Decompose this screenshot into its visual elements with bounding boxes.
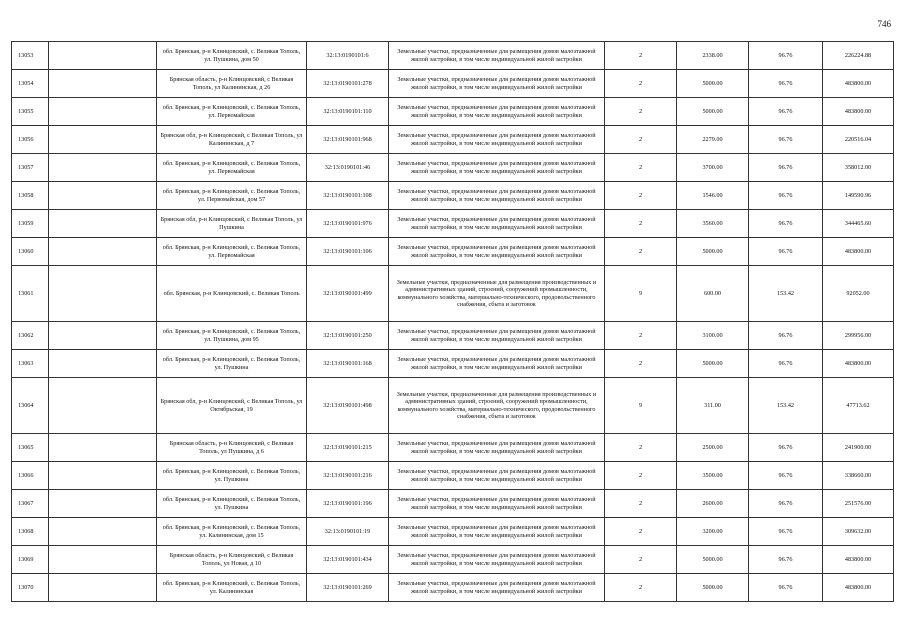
cadastral-value-table xyxy=(11,41,894,602)
address-cell: Брянская обл, р-н Клинцовский, с Великая Тополь, ул Пушкина xyxy=(157,210,307,238)
address-cell: обл. Брянская, р-н Клинцовский, с. Великая Тополь, ул. Калининская, дом 15 xyxy=(157,518,307,546)
specific-value-cell: 153.42 xyxy=(749,266,823,322)
cadastral-number-cell: 32:13:0190101:216 xyxy=(307,462,389,490)
cadastral-number-cell: 32:13:0190101:46 xyxy=(307,154,389,182)
empty-cell xyxy=(49,490,157,518)
row-number: 13057 xyxy=(12,154,49,182)
specific-value-cell: 96.76 xyxy=(749,98,823,126)
cadastral-value-cell: 92052.00 xyxy=(823,266,894,322)
cadastral-number-cell: 32:13:0190101:976 xyxy=(307,210,389,238)
area-cell: 5000.00 xyxy=(677,574,749,602)
cadastral-number-cell: 32:13:0190101:110 xyxy=(307,98,389,126)
area-cell: 311.00 xyxy=(677,378,749,434)
use-group-cell: 2 xyxy=(605,518,677,546)
address-cell: обл. Брянская, р-н Клинцовский, с. Великая Тополь, ул. Пушкина xyxy=(157,490,307,518)
row-number: 13055 xyxy=(12,98,49,126)
land-use-cell: Земельные участки, предназначенные для размещения домов малоэтажной жилой застройки, в том числе индивидуальной жилой застройки xyxy=(389,546,605,574)
empty-cell xyxy=(49,378,157,434)
address-cell: обл. Брянская, р-н Клинцовский, с. Великая Тополь, ул. Первомайская xyxy=(157,238,307,266)
empty-cell xyxy=(49,70,157,98)
area-cell: 5000.00 xyxy=(677,70,749,98)
area-cell: 5000.00 xyxy=(677,546,749,574)
address-cell: обл. Брянская, р-н Клинцовский, с. Великая Тополь, ул. Пушкина, дом 95 xyxy=(157,322,307,350)
cadastral-value-cell: 299956.00 xyxy=(823,322,894,350)
table-row xyxy=(12,42,894,70)
row-number: 13061 xyxy=(12,266,49,322)
land-use-cell: Земельные участки, предназначенные для размещения производственных и административных зданий, строений, сооружений промышленности, коммунального хозяйства, материально-технического, продовольственного снабжения, сбыта и заготовок xyxy=(389,266,605,322)
table-row xyxy=(12,238,894,266)
cadastral-value-cell: 483800.00 xyxy=(823,238,894,266)
page-number: 746 xyxy=(877,19,891,29)
land-use-cell: Земельные участки, предназначенные для размещения домов малоэтажной жилой застройки, в том числе индивидуальной жилой застройки xyxy=(389,42,605,70)
use-group-cell: 2 xyxy=(605,182,677,210)
cadastral-number-cell: 32:13:0190101:968 xyxy=(307,126,389,154)
table-row xyxy=(12,518,894,546)
cadastral-value-cell: 483800.00 xyxy=(823,70,894,98)
cadastral-value-cell: 344465.60 xyxy=(823,210,894,238)
cadastral-value-cell: 483800.00 xyxy=(823,574,894,602)
area-cell: 2600.00 xyxy=(677,490,749,518)
row-number: 13070 xyxy=(12,574,49,602)
cadastral-number-cell: 32:13:0190101:250 xyxy=(307,322,389,350)
area-cell: 1546.00 xyxy=(677,182,749,210)
area-cell: 2279.00 xyxy=(677,126,749,154)
cadastral-number-cell: 32:13:0190101:269 xyxy=(307,574,389,602)
empty-cell xyxy=(49,350,157,378)
land-use-cell: Земельные участки, предназначенные для размещения домов малоэтажной жилой застройки, в том числе индивидуальной жилой застройки xyxy=(389,518,605,546)
use-group-cell: 2 xyxy=(605,238,677,266)
cadastral-value-cell: 483800.00 xyxy=(823,350,894,378)
empty-cell xyxy=(49,266,157,322)
table-row xyxy=(12,574,894,602)
row-number: 13065 xyxy=(12,434,49,462)
land-use-cell: Земельные участки, предназначенные для размещения домов малоэтажной жилой застройки, в том числе индивидуальной жилой застройки xyxy=(389,98,605,126)
row-number: 13054 xyxy=(12,70,49,98)
specific-value-cell: 96.76 xyxy=(749,154,823,182)
table-row xyxy=(12,70,894,98)
specific-value-cell: 96.76 xyxy=(749,322,823,350)
cadastral-number-cell: 32:13:0190101:19 xyxy=(307,518,389,546)
specific-value-cell: 96.76 xyxy=(749,546,823,574)
row-number: 13068 xyxy=(12,518,49,546)
specific-value-cell: 96.76 xyxy=(749,210,823,238)
cadastral-value-cell: 338660.00 xyxy=(823,462,894,490)
table-row xyxy=(12,462,894,490)
cadastral-number-cell: 32:13:0190101:498 xyxy=(307,378,389,434)
land-use-cell: Земельные участки, предназначенные для размещения домов малоэтажной жилой застройки, в том числе индивидуальной жилой застройки xyxy=(389,210,605,238)
address-cell: Брянская область, р-н Клинцовский, с Великая Тополь, ул Новая, д 10 xyxy=(157,546,307,574)
empty-cell xyxy=(49,322,157,350)
land-use-cell: Земельные участки, предназначенные для размещения домов малоэтажной жилой застройки, в том числе индивидуальной жилой застройки xyxy=(389,238,605,266)
area-cell: 600.00 xyxy=(677,266,749,322)
specific-value-cell: 96.76 xyxy=(749,238,823,266)
row-number: 13067 xyxy=(12,490,49,518)
table-row xyxy=(12,210,894,238)
row-number: 13060 xyxy=(12,238,49,266)
land-use-cell: Земельные участки, предназначенные для размещения домов малоэтажной жилой застройки, в том числе индивидуальной жилой застройки xyxy=(389,462,605,490)
land-use-cell: Земельные участки, предназначенные для размещения домов малоэтажной жилой застройки, в том числе индивидуальной жилой застройки xyxy=(389,490,605,518)
specific-value-cell: 96.76 xyxy=(749,462,823,490)
specific-value-cell: 96.76 xyxy=(749,126,823,154)
table-row xyxy=(12,434,894,462)
use-group-cell: 2 xyxy=(605,154,677,182)
cadastral-number-cell: 32:13:0190101:278 xyxy=(307,70,389,98)
empty-cell xyxy=(49,42,157,70)
table-row xyxy=(12,350,894,378)
use-group-cell: 9 xyxy=(605,266,677,322)
row-number: 13069 xyxy=(12,546,49,574)
use-group-cell: 2 xyxy=(605,462,677,490)
specific-value-cell: 153.42 xyxy=(749,378,823,434)
cadastral-number-cell: 32:13:0190101:215 xyxy=(307,434,389,462)
cadastral-value-cell: 226224.88 xyxy=(823,42,894,70)
address-cell: обл. Брянская, р-н Клинцовский, с. Великая Тополь, ул. Пушкина xyxy=(157,350,307,378)
land-use-cell: Земельные участки, предназначенные для размещения домов малоэтажной жилой застройки, в том числе индивидуальной жилой застройки xyxy=(389,126,605,154)
table-row xyxy=(12,322,894,350)
table-row xyxy=(12,546,894,574)
land-use-cell: Земельные участки, предназначенные для размещения домов малоэтажной жилой застройки, в том числе индивидуальной жилой застройки xyxy=(389,70,605,98)
cadastral-number-cell: 32:13:0190101:6 xyxy=(307,42,389,70)
address-cell: Брянская обл, р-н Клинцовский, с Великая Тополь, ул Октябрьская, 19 xyxy=(157,378,307,434)
empty-cell xyxy=(49,546,157,574)
address-cell: Брянская область, р-н Клинцовский, с Великая Тополь, ул Калининская, д 26 xyxy=(157,70,307,98)
cadastral-value-cell: 220516.04 xyxy=(823,126,894,154)
empty-cell xyxy=(49,434,157,462)
table-row xyxy=(12,154,894,182)
empty-cell xyxy=(49,154,157,182)
row-number: 13053 xyxy=(12,42,49,70)
use-group-cell: 2 xyxy=(605,574,677,602)
address-cell: обл. Брянская, р-н Клинцовский, с. Великая Тополь, ул. Первомайская, дом 57 xyxy=(157,182,307,210)
row-number: 13064 xyxy=(12,378,49,434)
row-number: 13062 xyxy=(12,322,49,350)
address-cell: Брянская область, р-н Клинцовский, с Великая Тополь, ул Пушкина, д 6 xyxy=(157,434,307,462)
specific-value-cell: 96.76 xyxy=(749,518,823,546)
land-use-cell: Земельные участки, предназначенные для размещения производственных и административных зданий, строений, сооружений промышленности, коммунального хозяйства, материально-технического, продовольственного снабжения, сбыта и заготовок xyxy=(389,378,605,434)
use-group-cell: 2 xyxy=(605,210,677,238)
area-cell: 5000.00 xyxy=(677,98,749,126)
land-use-cell: Земельные участки, предназначенные для размещения домов малоэтажной жилой застройки, в том числе индивидуальной жилой застройки xyxy=(389,182,605,210)
cadastral-number-cell: 32:13:0190101:168 xyxy=(307,350,389,378)
cadastral-value-cell: 483800.00 xyxy=(823,98,894,126)
use-group-cell: 2 xyxy=(605,490,677,518)
row-number: 13056 xyxy=(12,126,49,154)
row-number: 13066 xyxy=(12,462,49,490)
area-cell: 3200.00 xyxy=(677,518,749,546)
cadastral-value-cell: 358012.00 xyxy=(823,154,894,182)
use-group-cell: 2 xyxy=(605,434,677,462)
empty-cell xyxy=(49,126,157,154)
row-number: 13058 xyxy=(12,182,49,210)
area-cell: 3500.00 xyxy=(677,462,749,490)
use-group-cell: 2 xyxy=(605,70,677,98)
cadastral-number-cell: 32:13:0190101:434 xyxy=(307,546,389,574)
area-cell: 3700.00 xyxy=(677,154,749,182)
specific-value-cell: 96.76 xyxy=(749,490,823,518)
empty-cell xyxy=(49,518,157,546)
specific-value-cell: 96.76 xyxy=(749,350,823,378)
empty-cell xyxy=(49,182,157,210)
empty-cell xyxy=(49,574,157,602)
cadastral-number-cell: 32:13:0190101:108 xyxy=(307,182,389,210)
cadastral-value-cell: 241900.00 xyxy=(823,434,894,462)
specific-value-cell: 96.76 xyxy=(749,434,823,462)
empty-cell xyxy=(49,462,157,490)
area-cell: 2338.00 xyxy=(677,42,749,70)
address-cell: обл. Брянская, р-н Клинцовский, с. Великая Тополь, ул. Калининская xyxy=(157,574,307,602)
cadastral-value-cell: 251576.00 xyxy=(823,490,894,518)
specific-value-cell: 96.76 xyxy=(749,42,823,70)
cadastral-number-cell: 32:13:0190101:196 xyxy=(307,490,389,518)
use-group-cell: 2 xyxy=(605,42,677,70)
area-cell: 3100.00 xyxy=(677,322,749,350)
area-cell: 5000.00 xyxy=(677,350,749,378)
cadastral-value-cell: 309632.00 xyxy=(823,518,894,546)
area-cell: 5000.00 xyxy=(677,238,749,266)
land-use-cell: Земельные участки, предназначенные для размещения домов малоэтажной жилой застройки, в том числе индивидуальной жилой застройки xyxy=(389,574,605,602)
table-row xyxy=(12,98,894,126)
specific-value-cell: 96.76 xyxy=(749,574,823,602)
table-row xyxy=(12,378,894,434)
row-number: 13063 xyxy=(12,350,49,378)
land-use-cell: Земельные участки, предназначенные для размещения домов малоэтажной жилой застройки, в том числе индивидуальной жилой застройки xyxy=(389,434,605,462)
use-group-cell: 2 xyxy=(605,322,677,350)
area-cell: 2500.00 xyxy=(677,434,749,462)
cadastral-number-cell: 32:13:0190101:106 xyxy=(307,238,389,266)
address-cell: обл. Брянская, р-н Клинцовский, с. Великая Тополь, ул. Первомайская xyxy=(157,154,307,182)
table-row xyxy=(12,490,894,518)
row-number: 13059 xyxy=(12,210,49,238)
table-body xyxy=(12,42,894,602)
empty-cell xyxy=(49,210,157,238)
use-group-cell: 2 xyxy=(605,546,677,574)
land-use-cell: Земельные участки, предназначенные для размещения домов малоэтажной жилой застройки, в том числе индивидуальной жилой застройки xyxy=(389,322,605,350)
area-cell: 3560.00 xyxy=(677,210,749,238)
cadastral-value-cell: 483800.00 xyxy=(823,546,894,574)
table-row xyxy=(12,266,894,322)
cadastral-number-cell: 32:13:0190101:499 xyxy=(307,266,389,322)
empty-cell xyxy=(49,98,157,126)
cadastral-value-cell: 149590.96 xyxy=(823,182,894,210)
address-cell: Брянская обл, р-н Клинцовский, с Великая Тополь, ул Калининская, д 7 xyxy=(157,126,307,154)
address-cell: обл. Брянская, р-н Клинцовский, с. Великая Тополь, ул. Пушкина, дом 50 xyxy=(157,42,307,70)
address-cell: обл. Брянская, р-н Клинцовский, с. Великая Тополь, ул. Первомайская xyxy=(157,98,307,126)
use-group-cell: 2 xyxy=(605,350,677,378)
cadastral-value-cell: 47713.62 xyxy=(823,378,894,434)
specific-value-cell: 96.76 xyxy=(749,70,823,98)
address-cell: обл. Брянская, р-н Клинцовский, с. Великая Тополь, ул. Пушкина xyxy=(157,462,307,490)
empty-cell xyxy=(49,238,157,266)
use-group-cell: 2 xyxy=(605,126,677,154)
table-row xyxy=(12,126,894,154)
table-row xyxy=(12,182,894,210)
land-use-cell: Земельные участки, предназначенные для размещения домов малоэтажной жилой застройки, в том числе индивидуальной жилой застройки xyxy=(389,350,605,378)
use-group-cell: 2 xyxy=(605,98,677,126)
land-use-cell: Земельные участки, предназначенные для размещения домов малоэтажной жилой застройки, в том числе индивидуальной жилой застройки xyxy=(389,154,605,182)
specific-value-cell: 96.76 xyxy=(749,182,823,210)
use-group-cell: 9 xyxy=(605,378,677,434)
address-cell: обл. Брянская, р-н Клинцовский, с. Великая Тополь xyxy=(157,266,307,322)
